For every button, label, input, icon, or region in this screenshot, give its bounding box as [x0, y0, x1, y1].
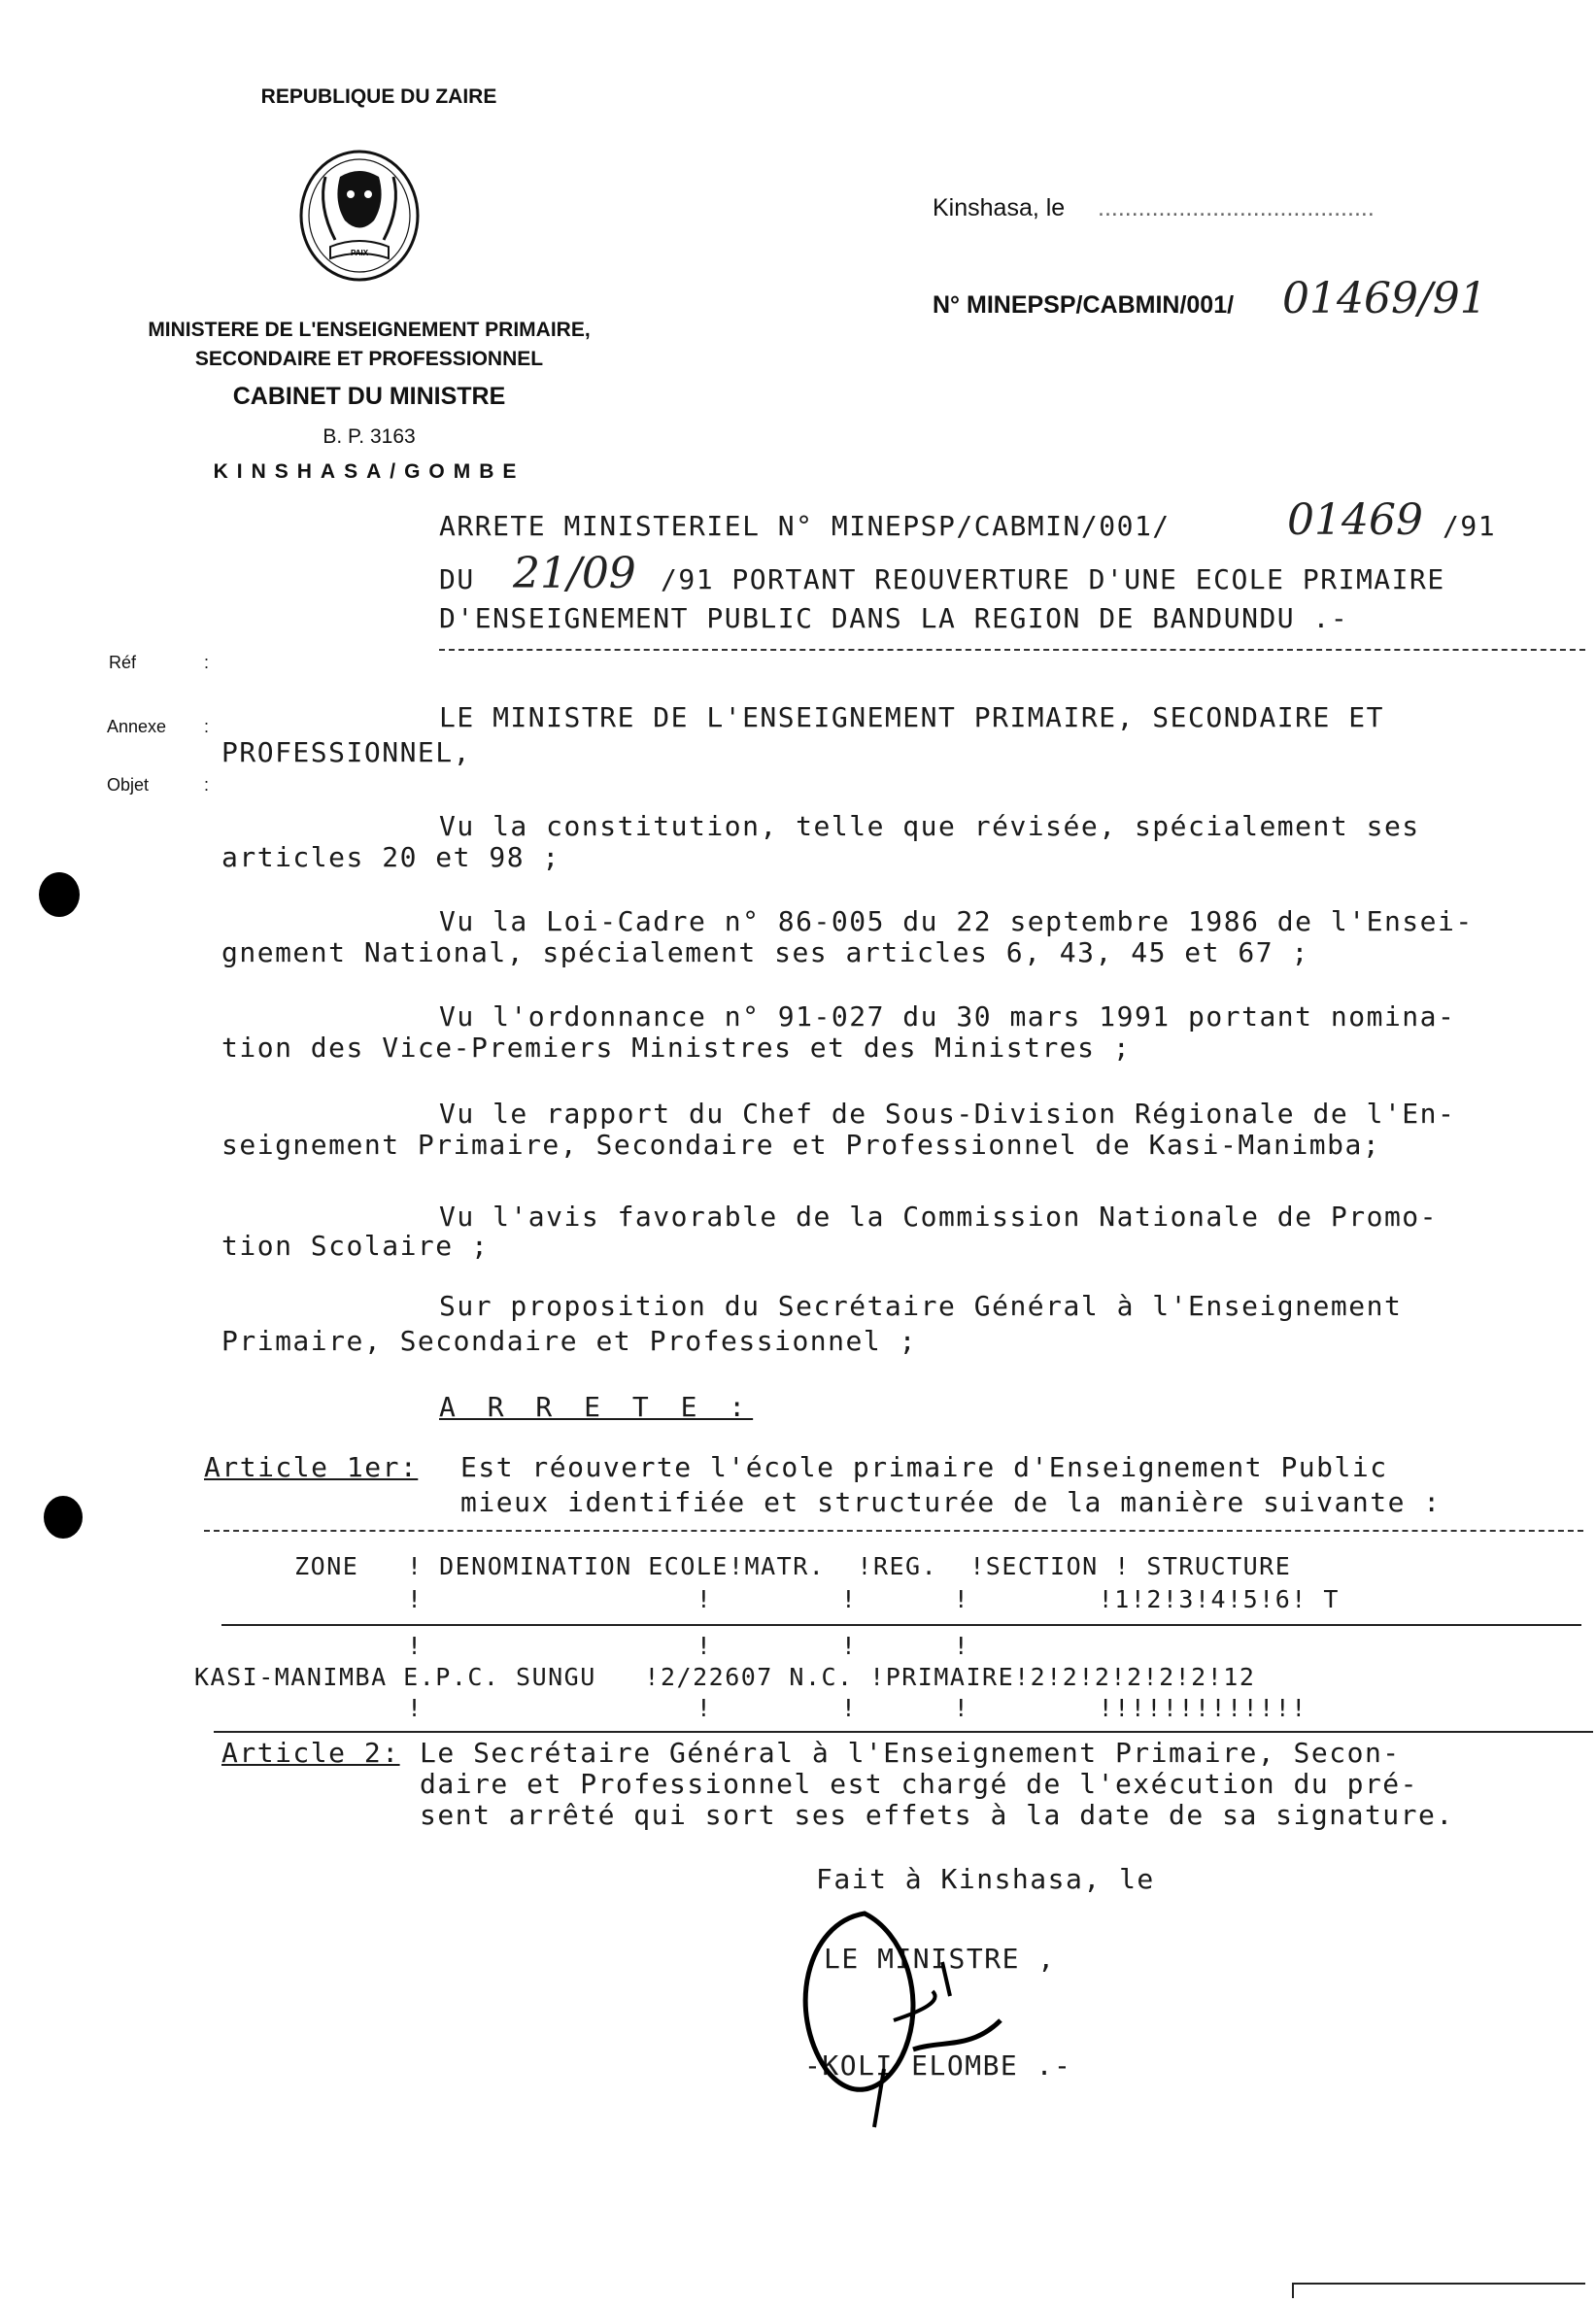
ref-label: Réf	[109, 653, 137, 672]
article-1-line-1: Est réouverte l'école primaire d'Enseignement Public	[460, 1451, 1388, 1483]
coat-of-arms-seal	[296, 148, 423, 284]
title-line-3: D'ENSEIGNEMENT PUBLIC DANS LA REGION DE BANDUNDU .-	[439, 602, 1349, 634]
intro-line-1: LE MINISTRE DE L'ENSEIGNEMENT PRIMAIRE, SECONDAIRE ET	[439, 701, 1384, 733]
article-2-label: Article 2:	[221, 1737, 400, 1769]
article-1-label: Article 1er:	[204, 1451, 419, 1483]
annexe-label: Annexe	[107, 717, 167, 736]
place-date-dots: .........................................	[1098, 194, 1375, 221]
table-row-school: KASI-MANIMBA E.P.C. SUNGU !2/22607 N.C. !PRIMAIRE!2!2!2!2!2!2!12	[194, 1663, 1256, 1691]
title-line-1: ARRETE MINISTERIEL N° MINEPSP/CABMIN/001/	[439, 510, 1171, 542]
postal-box: B. P. 3163	[323, 425, 416, 448]
punch-hole-top	[39, 872, 80, 917]
title-year: /91	[1443, 510, 1497, 542]
table-top-divider	[204, 1530, 1583, 1532]
reference-handwritten: 01469/91	[1282, 274, 1487, 323]
recital-6a: Sur proposition du Secrétaire Général à l'Enseignement	[439, 1290, 1403, 1322]
table-row-tail: ! ! ! ! !!!!!!!!!!!!!	[262, 1694, 1307, 1722]
title-handwritten-date: 21/09	[513, 549, 636, 598]
recital-5b: tion Scolaire ;	[221, 1230, 490, 1262]
annexe-colon: :	[204, 717, 210, 736]
recital-6b: Primaire, Secondaire et Professionnel ;	[221, 1325, 917, 1357]
table-bottom-rule	[214, 1731, 1593, 1733]
title-divider	[439, 649, 1585, 651]
recital-1a: Vu la constitution, telle que révisée, spécialement ses	[439, 810, 1420, 842]
recital-4b: seignement Primaire, Secondaire et Professionnel de Kasi-Manimba;	[221, 1129, 1381, 1161]
reference-number: N° MINEPSP/CABMIN/001/	[933, 291, 1235, 319]
cabinet-title: CABINET DU MINISTRE	[232, 383, 506, 410]
seal-motto: PAIX	[350, 249, 369, 257]
recital-3a: Vu l'ordonnance n° 91-027 du 30 mars 1991 portant nomina-	[439, 1000, 1456, 1033]
table-separator: ! ! ! !	[262, 1632, 970, 1660]
arrete-heading: A R R E T E :	[439, 1391, 754, 1423]
article-2-line-3: sent arrêté qui sort ses effets à la date de sa signature.	[420, 1799, 1454, 1831]
recital-2b: gnement National, spécialement ses articles 6, 43, 45 et 67 ;	[221, 936, 1309, 968]
minister-title: LE MINISTRE ,	[824, 1943, 1056, 1975]
article-1-line-2: mieux identifiée et structurée de la manière suivante :	[460, 1486, 1442, 1518]
article-2-line-2: daire et Professionnel est chargé de l'exécution du pré-	[420, 1768, 1419, 1800]
objet-label: Objet	[107, 775, 150, 795]
objet-colon: :	[204, 775, 210, 795]
country-name: REPUBLIQUE DU ZAIRE	[260, 85, 497, 108]
closing-place-date: Fait à Kinshasa, le	[816, 1863, 1155, 1895]
minister-signature	[777, 1904, 1030, 2137]
ref-colon: :	[204, 653, 210, 672]
place-date-label: Kinshasa, le	[933, 194, 1066, 221]
table-header-row-2: ! ! ! ! !1!2!3!4!5!6! T	[262, 1585, 1340, 1613]
ministry-line-2: SECONDAIRE ET PROFESSIONNEL	[194, 348, 544, 370]
recital-5a: Vu l'avis favorable de la Commission Nationale de Promo-	[439, 1201, 1439, 1233]
ministry-line-1: MINISTERE DE L'ENSEIGNEMENT PRIMAIRE,	[148, 319, 591, 341]
article-2-line-1: Le Secrétaire Général à l'Enseignement Primaire, Secon-	[420, 1737, 1401, 1769]
intro-line-2: PROFESSIONNEL,	[221, 736, 472, 768]
title-line-2: /91 PORTANT REOUVERTURE D'UNE ECOLE PRIMAIRE	[661, 563, 1445, 595]
corner-frame-mark	[1292, 2283, 1585, 2298]
title-handwritten-number: 01469	[1287, 495, 1423, 545]
city-line: KINSHASA/GOMBE	[213, 460, 526, 483]
recital-1b: articles 20 et 98 ;	[221, 841, 560, 873]
recital-3b: tion des Vice-Premiers Ministres et des Ministres ;	[221, 1032, 1132, 1064]
minister-name: -KOLI ELOMBE .-	[804, 2049, 1072, 2082]
punch-hole-bottom	[44, 1496, 83, 1539]
table-header-rule	[221, 1624, 1581, 1626]
table-header-row-1: ZONE ! DENOMINATION ECOLE!MATR. !REG. !SECTION ! STRUCTURE	[262, 1552, 1292, 1580]
recital-4a: Vu le rapport du Chef de Sous-Division Régionale de l'En-	[439, 1098, 1456, 1130]
recital-2a: Vu la Loi-Cadre n° 86-005 du 22 septembre 1986 de l'Ensei-	[439, 905, 1474, 937]
title-du: DU	[439, 563, 475, 595]
